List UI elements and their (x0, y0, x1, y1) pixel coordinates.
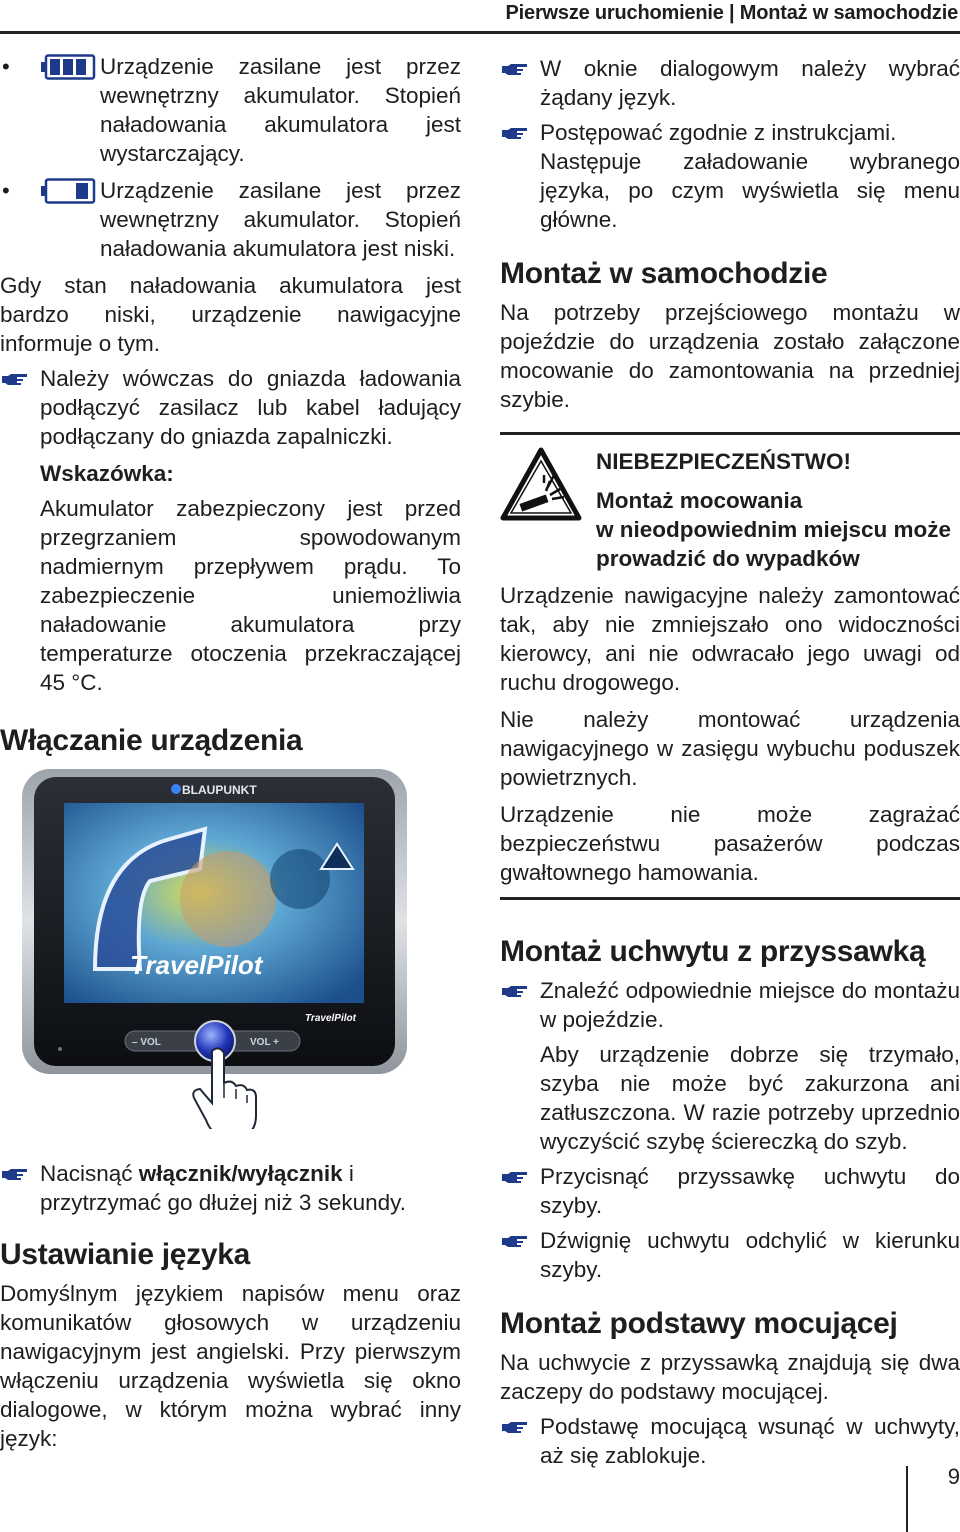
power-switch-term: włącznik/wyłącznik (138, 1161, 343, 1186)
page-number-rule (906, 1466, 908, 1532)
base-mount-step (500, 1412, 960, 1470)
pointing-hand-icon (500, 976, 540, 1005)
choose-language-step (500, 54, 960, 112)
battery-low-item (0, 176, 461, 263)
hint-title: Wskazówka: (40, 461, 174, 486)
follow-result-text: Następuje załadowanie wybranego języka, po czym wyświetla się menu główne. (540, 149, 960, 232)
warning-line-1: Montaż mocowania (596, 488, 803, 513)
screen-logo: TravelPilot (130, 950, 263, 980)
warning-heading-lines (596, 447, 960, 573)
power-step-post: i przytrzymać go dłużej niż 3 sekundy. (40, 1161, 406, 1215)
follow-instructions-step (500, 118, 960, 147)
charge-step (0, 364, 461, 451)
suction-step-1 (500, 976, 960, 1034)
pointing-hand-icon (500, 1162, 540, 1191)
suction-step-1-text: Znaleźć odpowiednie miejsce do montażu w pojeździe. (540, 978, 960, 1032)
right-column (500, 54, 960, 1470)
warning-header (500, 447, 960, 573)
power-step-text (40, 1159, 461, 1217)
power-step-pre: Nacisnąć (40, 1161, 139, 1186)
hint-text: Akumulator zabezpieczony jest przed przegrzaniem spowodowanym nadmiernym przepływem prądu. To zabezpieczenie uniemożliwia naładowanie akumulatora przy temperaturze otoczenia przekraczającej 45 °C. (40, 496, 461, 695)
battery-full-item (0, 52, 461, 168)
battery-full-text: Urządzenie zasilane jest przez wewnętrzny akumulator. Stopień naładowania akumulatora jest wystarczający. (100, 54, 461, 166)
choose-language-text: W oknie dialogowym należy wybrać żądany język. (540, 56, 960, 110)
battery-low-text: Urządzenie zasilane jest przez wewnętrzny akumulator. Stopień naładowania akumulatora jest niski. (100, 178, 461, 261)
header-title: Pierwsze uruchomienie | Montaż w samochodzie (505, 2, 958, 24)
language-paragraph: Domyślnym językiem napisów menu oraz komunikatów głosowych w urządzeniu nawigacyjnym jest angielski. Przy pierwszym włączeniu urządzenia wyświetla się okno dialogowe, w którym można wybrać inny język: (0, 1281, 461, 1451)
device-brand-label: BLAUPUNKT (182, 783, 257, 797)
running-header (0, 0, 960, 34)
pointing-hand-icon (500, 118, 540, 147)
pointing-hand-icon (500, 1412, 540, 1441)
base-mount-step-text: Podstawę mocującą wsunąć w uchwyty, aż się zablokuje. (540, 1414, 960, 1468)
power-step (0, 1159, 461, 1217)
bullet-dot: • (2, 178, 10, 203)
battery-full-icon (40, 52, 100, 81)
suction-step-1-note: Aby urządzenie dobrze się trzymało, szyba nie może być zakurzona ani zatłuszczona. W razie potrzeby uprzednio wyczyścić szybę ściereczką do szyb. (540, 1042, 960, 1154)
left-column (0, 52, 461, 1453)
warning-line-2: w nieodpowiednim miejscu może (596, 517, 952, 542)
language-title: Ustawianie języka (0, 1238, 251, 1271)
suction-mount-title: Montaż uchwytu z przyssawką (500, 935, 926, 968)
low-battery-paragraph: Gdy stan naładowania akumulatora jest bardzo niski, urządzenie nawigacyjne informuje o tym. (0, 273, 461, 356)
hint-block (0, 459, 461, 697)
base-mount-paragraph: Na uchwycie z przyssawką znajdują się dwa zaczepy do podstawy mocującej. (500, 1350, 960, 1404)
base-mount-title: Montaż podstawy mocującej (500, 1307, 898, 1340)
suction-step-2 (500, 1162, 960, 1220)
danger-label: NIEBEZPIECZEŃSTWO! (596, 449, 852, 474)
bezel-logo: TravelPilot (305, 1013, 356, 1024)
page-number: 9 (947, 1464, 960, 1489)
warning-paragraph-1: Urządzenie nawigacyjne należy zamontować tak, aby nie zmniejszało ono widoczności kierowcy, ani nie odwracało jego uwagi od ruchu drogowego. (500, 583, 960, 695)
vol-minus-button[interactable]: – VOL (132, 1037, 161, 1048)
pointing-hand-icon (0, 1159, 40, 1188)
warning-paragraph-2: Nie należy montować urządzenia nawigacyjnego w zasięgu wybuchu poduszek powietrznych. (500, 707, 960, 790)
vol-plus-button[interactable]: VOL + (250, 1037, 279, 1048)
suction-step-2-text: Przycisnąć przyssawkę uchwytu do szyby. (540, 1164, 960, 1218)
bullet-dot: • (2, 54, 10, 79)
danger-warning-box (500, 432, 960, 900)
pointing-hand-icon (500, 1226, 540, 1255)
warning-paragraph-3: Urządzenie nie może zagrażać bezpieczeństwu pasażerów podczas gwałtownego hamowania. (500, 802, 960, 885)
power-on-title: Włączanie urządzenia (0, 724, 303, 757)
charge-step-text: Należy wówczas do gniazda ładowania podłączyć zasilacz lub kabel ładujący podłączany do gniazda zapalniczki. (40, 366, 461, 449)
car-mounting-title: Montaż w samochodzie (500, 257, 828, 290)
explosion-warning-icon (500, 447, 596, 573)
battery-low-icon (40, 176, 100, 205)
follow-instructions-text: Postępować zgodnie z instrukcjami. (540, 120, 897, 145)
pointing-hand-icon (0, 364, 40, 393)
warning-line-3: prowadzić do wypadków (596, 546, 860, 571)
device-illustration (0, 769, 410, 1129)
car-mounting-paragraph: Na potrzeby przejściowego montażu w pojeździe do urządzenia zostało załączone mocowanie do zamontowania na przedniej szybie. (500, 300, 960, 412)
suction-step-3-text: Dźwignię uchwytu odchylić w kierunku szyby. (540, 1228, 960, 1282)
suction-step-3 (500, 1226, 960, 1284)
pointing-hand-icon (500, 54, 540, 83)
